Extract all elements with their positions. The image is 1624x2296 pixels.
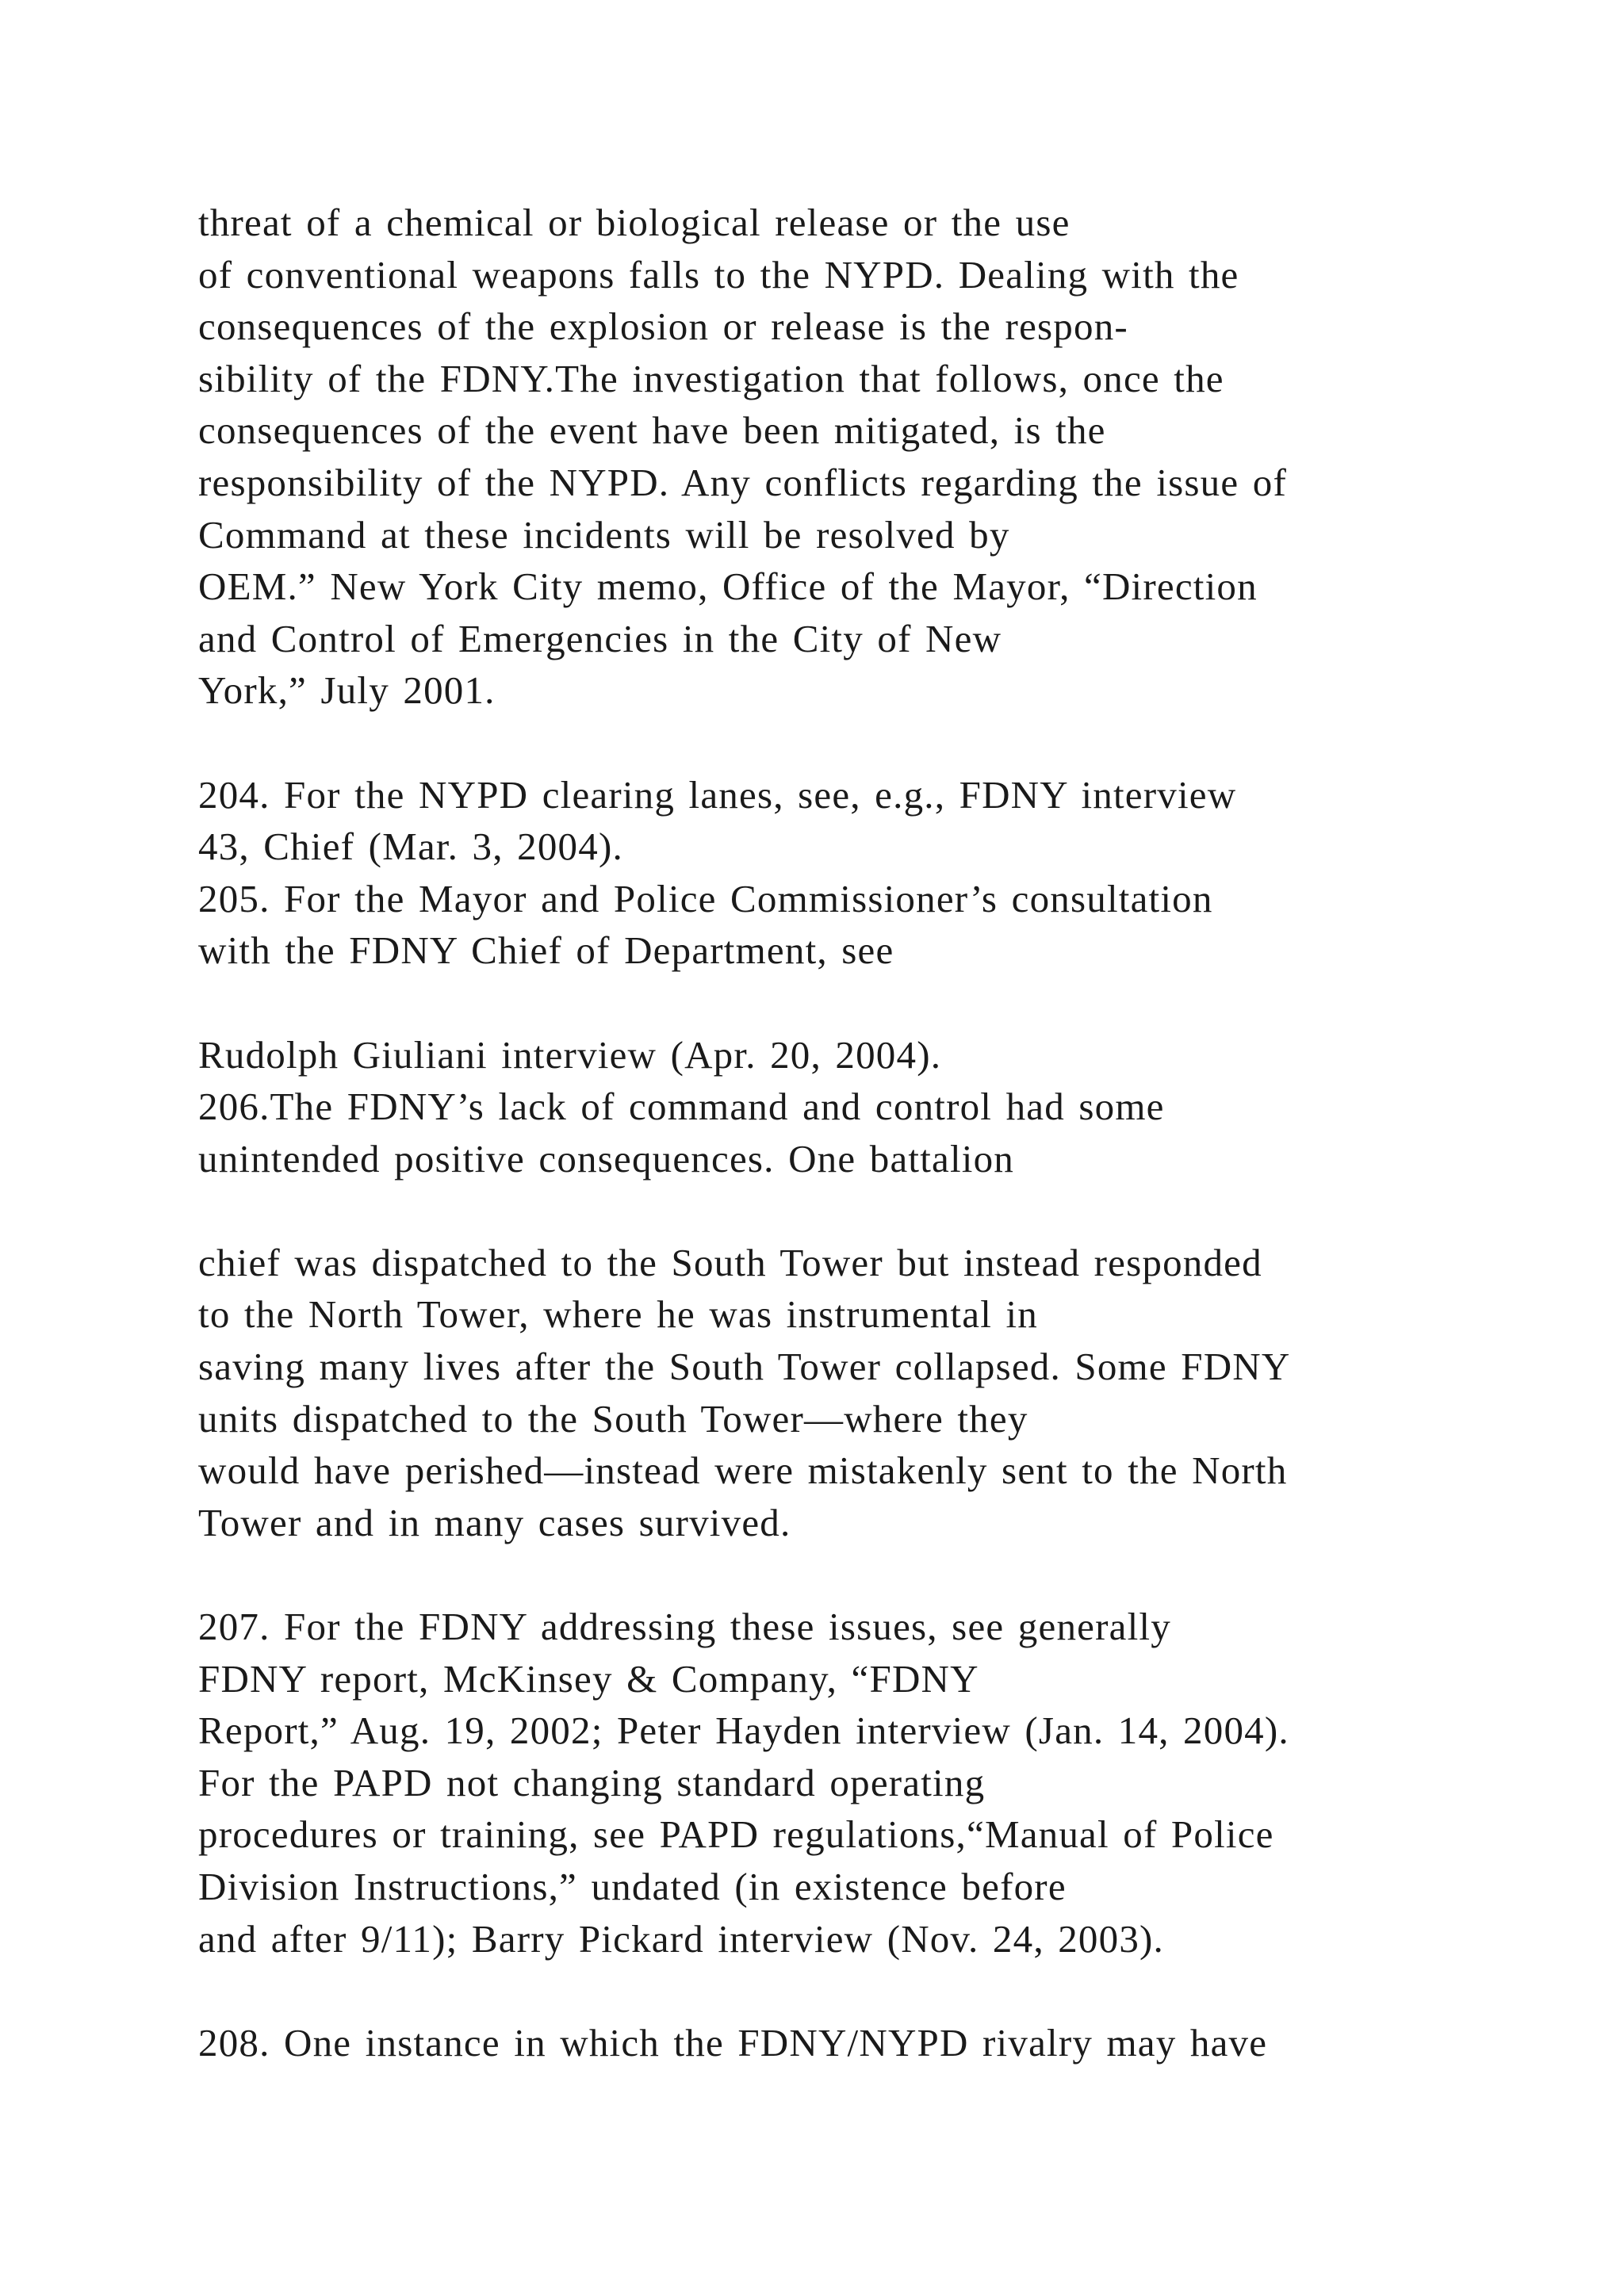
text-line: and Control of Emergencies in the City of New — [198, 616, 1002, 660]
text-line: Command at these incidents will be resolved by — [198, 512, 1010, 557]
text-line: 205. For the Mayor and Police Commissioner’s consultation — [198, 876, 1213, 920]
text-line: with the FDNY Chief of Department, see — [198, 928, 894, 973]
text-line: For the PAPD not changing standard operating — [198, 1760, 986, 1804]
document-body — [198, 197, 1546, 2068]
text-line: 204. For the NYPD clearing lanes, see, e.g., FDNY interview — [198, 772, 1237, 817]
text-line: saving many lives after the South Tower collapsed. Some FDNY — [198, 1345, 1291, 1389]
text-line: consequences of the event have been mitigated, is the — [198, 408, 1106, 453]
text-line: Division Instructions,” undated (in existence before — [198, 1865, 1067, 1908]
text-line: threat of a chemical or biological release or the use — [198, 201, 1071, 244]
paragraph-gap — [198, 717, 1546, 769]
text-line: FDNY report, McKinsey & Company, “FDNY — [198, 1656, 979, 1701]
text-line: consequences of the explosion or release is the respon- — [198, 304, 1128, 349]
text-line: 206.The FDNY’s lack of command and control had some — [198, 1085, 1165, 1129]
text-line: York,” July 2001. — [198, 668, 496, 713]
text-line: procedures or training, see PAPD regulations,“Manual of Police — [198, 1812, 1274, 1857]
paragraph-gap — [198, 1548, 1546, 1601]
text-line: and after 9/11); Barry Pickard interview (Nov. 24, 2003). — [198, 1916, 1164, 1961]
text-line: Report,” Aug. 19, 2002; Peter Hayden interview (Jan. 14, 2004). — [198, 1709, 1289, 1753]
text-line: would have perished—instead were mistakenly sent to the North — [198, 1448, 1288, 1493]
text-line: chief was dispatched to the South Tower but instead responded — [198, 1240, 1262, 1284]
text-line: 43, Chief (Mar. 3, 2004). — [198, 825, 623, 869]
text-line: sibility of the FDNY.The investigation that follows, once the — [198, 356, 1224, 400]
text-line: Tower and in many cases survived. — [198, 1500, 791, 1544]
text-line: to the North Tower, where he was instrumental in — [198, 1292, 1038, 1337]
paragraph-gap — [198, 1965, 1546, 2017]
text-line: unintended positive consequences. One battalion — [198, 1136, 1015, 1181]
text-line: Rudolph Giuliani interview (Apr. 20, 2004). — [198, 1032, 942, 1077]
text-line: 208. One instance in which the FDNY/NYPD rivalry may have — [198, 2020, 1268, 2064]
text-line: of conventional weapons falls to the NYPD. Dealing with the — [198, 252, 1239, 297]
text-line: 207. For the FDNY addressing these issues, see generally — [198, 1605, 1171, 1649]
text-line: responsibility of the NYPD. Any conflicts regarding the issue of — [198, 460, 1287, 504]
paragraph-gap — [198, 1184, 1546, 1237]
text-line: OEM.” New York City memo, Office of the Mayor, “Direction — [198, 564, 1258, 609]
paragraph-gap — [198, 977, 1546, 1029]
text-line: units dispatched to the South Tower—where they — [198, 1396, 1028, 1441]
